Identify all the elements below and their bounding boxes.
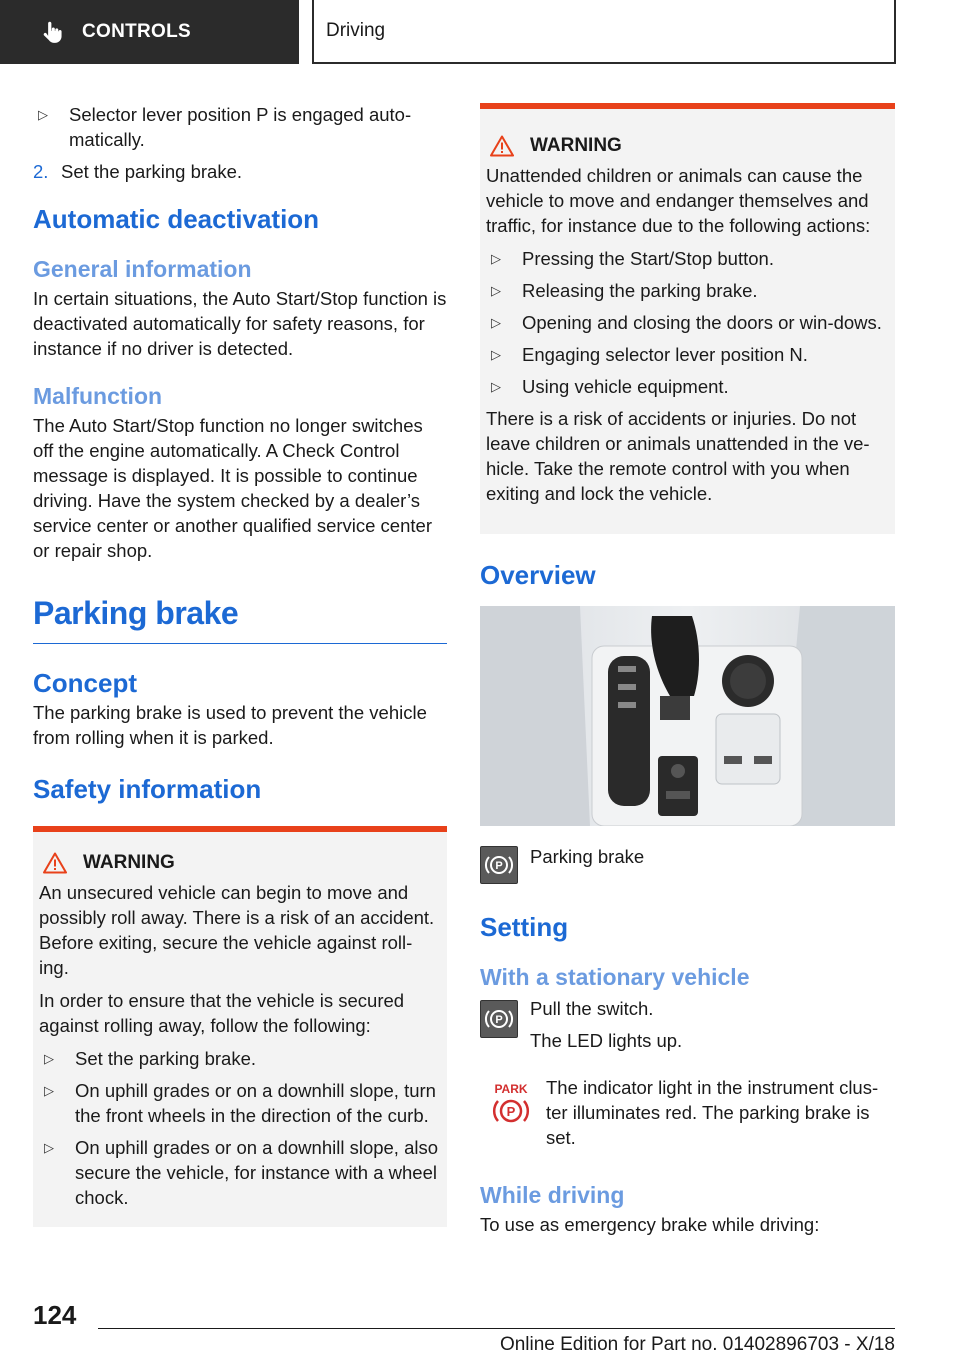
list-item: ▷ Opening and closing the doors or win-dows. [486,310,887,335]
hand-pointer-icon [40,19,66,45]
heading-safety-information: Safety information [33,774,262,804]
list-item: ▷ On uphill grades or on a downhill slope, turn the front wheels in the direction of the curb. [39,1078,439,1128]
svg-text:P: P [495,860,503,872]
list-item: ▷ Using vehicle equipment. [486,374,887,399]
top-bullet-list [33,102,447,152]
warning-paragraph-1: An unsecured vehicle can begin to move and possibly roll away. There is a risk of an accident. Before exiting, secure the vehicle against roll-ing. [39,882,435,978]
indicator-text: The indicator light in the instrument clus-ter illuminates red. The parking brake is set. [546,1077,879,1148]
heading-rule [33,643,447,644]
warning-bullet-list [39,1046,439,1210]
warning-title: WARNING [39,850,439,876]
heading-general-information: General information [33,256,252,282]
warning-box-unsecured [33,826,447,1227]
photo-caption: Parking brake [530,846,645,867]
warning-paragraph-2: There is a risk of accidents or injuries. Do not leave children or animals unattended in the ve-hicle. Take the remote control with you when exiting and lock the vehicle. [486,408,870,504]
warning-box-children [480,103,895,534]
caption-row [480,846,895,884]
page-number: 124 [33,1300,77,1330]
instruction-pull: Pull the switch. [530,998,654,1019]
heading-overview: Overview [480,560,596,590]
list-item: ▷ On uphill grades or on a downhill slope, also secure the vehicle, for instance with a wheel chock. [39,1135,439,1210]
list-item: ▷ Releasing the parking brake. [486,278,887,303]
svg-text:P: P [495,1014,503,1026]
heading-automatic-deactivation: Automatic deactivation [33,204,320,234]
heading-concept: Concept [33,668,137,698]
list-item: ▷ Set the parking brake. [39,1046,439,1071]
chapter-label: Driving [326,20,386,41]
warning-triangle-icon [490,135,514,157]
center-console-photo [480,606,895,826]
indicator-row [480,1075,895,1150]
header-section-tab [0,0,299,64]
left-column [33,98,447,1227]
list-item: ▷ Selector lever position P is engaged auto-matically. [33,102,447,152]
heading-stationary-vehicle: With a stationary vehicle [480,964,750,990]
warning-triangle-icon [43,852,67,874]
paragraph-while-driving: To use as emergency brake while driving: [480,1214,820,1235]
paragraph-malfunction: The Auto Start/Stop function no longer switches off the engine automatically. A Check Control message is displayed. It is possible to continue driving. Have the system checked by a dealer’s service center or another qualified service center or repair shop. [33,415,432,561]
instruction-led: The LED lights up. [530,1030,683,1051]
parking-brake-icon [480,846,518,884]
footer-rule [98,1328,895,1329]
list-item: 2. Set the parking brake. [33,161,242,182]
section-label: CONTROLS [82,21,192,42]
svg-text:PARK: PARK [494,1082,528,1096]
list-item: ▷ Engaging selector lever position N. [486,342,887,367]
paragraph-general: In certain situations, the Auto Start/Stop function is deactivated automatically for safety reasons, for instance if no driver is detected. [33,288,447,359]
stationary-row [480,996,895,1053]
console-illustration [480,606,895,826]
warning-bullet-list [486,246,887,399]
warning-title: WARNING [486,133,887,159]
warning-paragraph-1: Unattended children or animals can cause the vehicle to move and endanger themselves and traffic, for instance due to the following actions: [486,165,871,236]
list-item: ▷ Pressing the Start/Stop button. [486,246,887,271]
heading-setting: Setting [480,912,569,942]
paragraph-concept: The parking brake is used to prevent the vehicle from rolling when it is parked. [33,702,427,748]
heading-parking-brake: Parking brake [33,595,239,631]
footer-edition: Online Edition for Part no. 01402896703 - X/18 [499,1334,895,1355]
step-list [33,159,447,184]
heading-while-driving: While driving [480,1182,625,1208]
chapter-box [312,0,896,64]
park-indicator-icon [486,1079,536,1129]
svg-text:P: P [506,1104,516,1119]
right-column [480,103,895,1237]
warning-paragraph-2: In order to ensure that the vehicle is secured against rolling away, follow the following: [39,990,405,1036]
parking-brake-icon [480,1000,518,1038]
heading-malfunction: Malfunction [33,383,163,409]
